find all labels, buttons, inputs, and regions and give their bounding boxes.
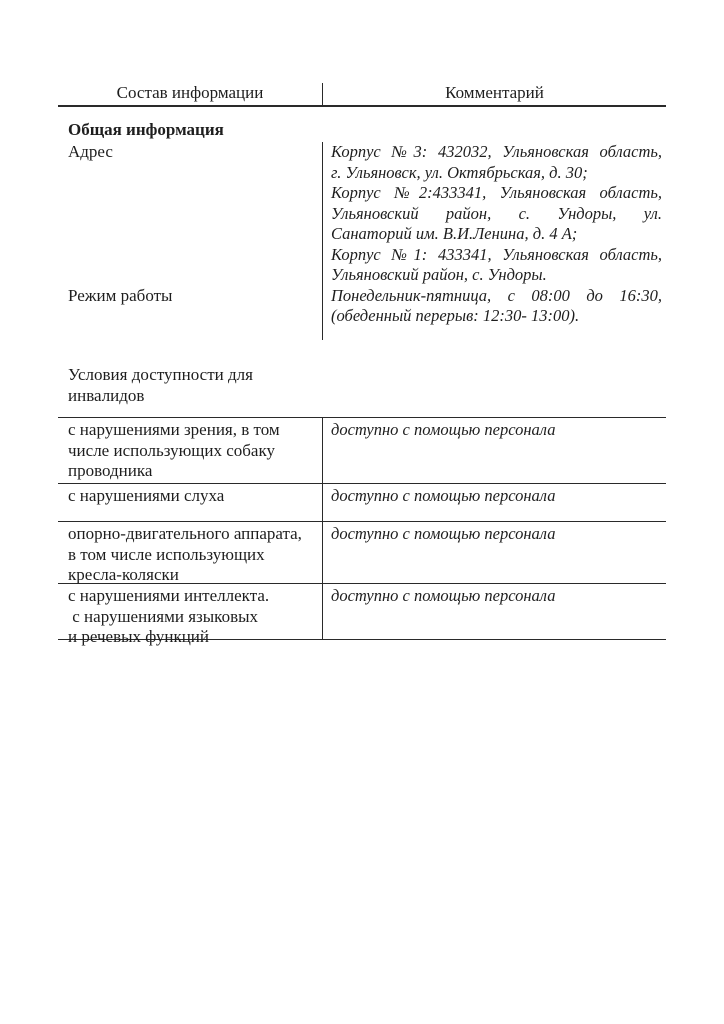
row-comment: доступно с помощью персонала xyxy=(322,522,666,583)
header-cell-comment: Комментарий xyxy=(322,83,666,105)
accessibility-table xyxy=(58,417,666,646)
row-comment: доступно с помощью персонала xyxy=(322,418,666,483)
table-row xyxy=(58,583,666,646)
comment-line: Корпус №2:433341, Ульяновская область, xyxy=(331,183,662,202)
info-table xyxy=(58,83,666,646)
row-label-hearing: с нарушениями слуха xyxy=(68,486,225,505)
row-label-vision: с нарушениями зрения, в том числе использующих собаку проводника xyxy=(68,420,280,480)
comment-line: Корпус №3: 432032, Ульяновская область, xyxy=(331,142,662,161)
header-cell-composition: Состав информации xyxy=(116,83,264,102)
address-hours-row xyxy=(58,142,666,340)
address-hours-labels xyxy=(58,142,322,340)
address-hours-comment xyxy=(322,142,666,340)
address-label: Адрес xyxy=(68,142,113,161)
table-header-row xyxy=(58,83,666,107)
comment-line: г. Ульяновск, ул. Октябрьская, д. 30; xyxy=(331,162,588,182)
section-title-general-info: Общая информация xyxy=(68,120,224,139)
table-row xyxy=(58,521,666,583)
comment-line: Понедельник-пятница, с 08:00 до 16:30, xyxy=(331,285,662,305)
row-label-musculoskeletal: опорно-двигательного аппарата, в том числе использующих кресла-коляски xyxy=(68,524,302,584)
table-row xyxy=(58,417,666,483)
table-row xyxy=(58,483,666,521)
comment-line: Санаторий им. В.И.Ленина, д. 4 А; xyxy=(331,224,578,243)
comment-line: Ульяновский район, с. Ундоры, ул. xyxy=(331,203,662,223)
work-hours-label: Режим работы xyxy=(68,285,173,305)
comment-line: Ульяновский район, с. Ундоры. xyxy=(331,265,547,284)
row-comment: доступно с помощью персонала xyxy=(322,484,666,521)
row-comment: доступно с помощью персонала xyxy=(322,584,666,639)
comment-line: (обеденный перерыв: 12:30- 13:00). xyxy=(331,306,580,325)
comment-line: Корпус №1: 433341, Ульяновская область, xyxy=(331,244,662,264)
row-label-intellect-speech: с нарушениями интеллекта. с нарушениями языковых и речевых функций xyxy=(68,586,270,646)
section-title-accessibility: Условия доступности для инвалидов xyxy=(68,365,253,405)
